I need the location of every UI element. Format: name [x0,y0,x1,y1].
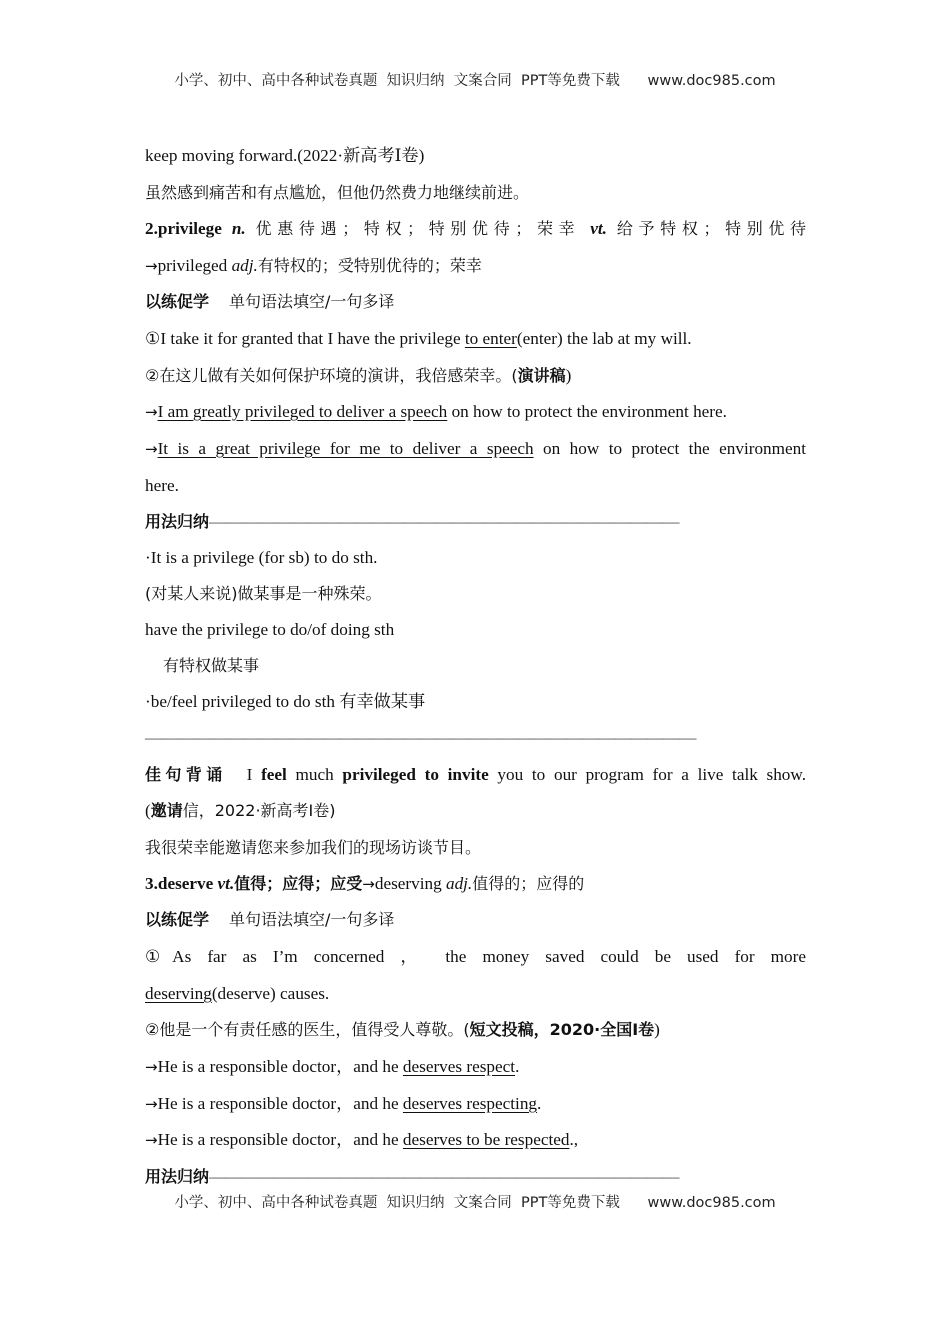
exercise-line [145,328,692,350]
answer-line [145,1056,519,1078]
section-heading [145,291,394,313]
arrow-icon: → [362,875,375,893]
arrow-icon: → [145,257,158,275]
derived-word [145,255,482,277]
answer: to enter [464,329,517,348]
text: ( [145,801,151,820]
text: you to our program for a live talk show. [488,765,806,784]
answer: deserves respecting [402,1094,538,1113]
model-sentence [145,764,806,786]
usage-line: ·It is a privilege (for sb) to do sth. [145,548,378,567]
answer: deserving [145,984,212,1003]
answer-line [145,1093,541,1115]
text: 我很荣幸能邀请您来参加我们的现场访谈节目。 [145,838,482,857]
page-header: 小学、初中、高中各种试卷真题 知识归纳 文案合同 PPT等免费下载 www.doc985.com [174,73,776,89]
text: (enter) the lab at my will. [516,329,692,348]
text: I [246,765,262,784]
answer: deserves to be respected [402,1130,570,1149]
vocab-entry-deserve [145,873,584,895]
source: 短文投稿，2020·全国Ⅰ卷 [469,1020,655,1039]
arrow-icon: → [145,1131,158,1149]
text: ②他是一个有责任感的医生，值得受人尊敬。( [145,1020,470,1039]
exercise-line [145,983,329,1005]
text: He is a responsible doctor，and he [157,1130,403,1149]
source-line [145,800,336,822]
text: on how to protect the environment [533,439,806,458]
entry-number: 2. [145,219,158,238]
section-subtitle: 单句语法填空/一句多译 [229,910,395,929]
exercise-line: ①As far as I’m concerned ， the money saved could be used for more [145,947,806,966]
text: on how to protect the environment here. [447,402,727,421]
text: 有特权做某事 [163,656,260,675]
usage-line [145,583,382,605]
answer: I am greatly privileged to deliver a speech [157,402,448,421]
text: (对某人来说)做某事是一种殊荣。 [145,584,382,603]
divider: ————————————————————————————— [209,512,679,531]
answer: deserves respect [402,1057,516,1076]
headword: privilege [157,219,222,238]
text: privileged [157,256,232,275]
usage-line: ·be/feel privileged to do sth 有幸做某事 [145,692,426,711]
section-title: 用法归纳 [145,1167,210,1186]
source: 邀请 [150,801,183,820]
text: 信，2022·新高考Ⅰ卷) [182,801,336,820]
text: . [537,1094,542,1113]
definition: 优惠待遇；特权；特别优待；荣幸 [255,219,581,238]
section-title: 以练促学 [145,292,210,311]
answer-line [145,401,727,423]
divider: ————————————————————————————— [209,1167,679,1186]
definition: 给予特权；特别优待 [616,219,807,238]
text: ②在这儿做有关如何保护环境的演讲，我倍感荣幸。( [145,366,518,385]
part-of-speech: vt. [217,874,235,893]
source: 演讲稿 [517,366,566,385]
usage-heading [145,511,678,533]
text-line: keep moving forward.(2022·新高考Ⅰ卷) [145,146,425,165]
definition: 有特权的；受特别优待的；荣幸 [257,256,482,275]
text: He is a responsible doctor，and he [157,1094,403,1113]
part-of-speech: vt. [590,219,607,238]
keyword: feel [261,765,287,784]
text: much [286,765,343,784]
entry-number: 3. [145,874,158,893]
exercise-line [145,1019,660,1041]
vocab-entry-privilege [145,218,806,240]
translation-line [145,182,529,204]
exercise-line [145,365,571,387]
section-heading [145,909,394,931]
text-line: here. [145,476,179,495]
text: 虽然感到痛苦和有点尴尬，但他仍然费力地继续前进。 [145,183,530,202]
divider: —————————————————————————————————— [145,728,696,747]
text: ) [565,366,572,385]
usage-heading [145,1166,678,1188]
answer-line [145,1129,578,1151]
headword: deserve [157,874,214,893]
page-footer: 小学、初中、高中各种试卷真题 知识归纳 文案合同 PPT等免费下载 www.doc985.com [174,1195,776,1211]
definition: 值得的；应得的 [472,874,585,893]
usage-line: have the privilege to do/of doing sth [145,620,395,639]
part-of-speech: n. [231,219,246,238]
text: ) [654,1020,660,1039]
translation-line [145,837,481,859]
text: ., [569,1130,579,1149]
section-title: 佳句背诵 [145,765,227,784]
arrow-icon: → [145,1095,158,1113]
text: ①I take it for granted that I have the privilege [145,329,465,348]
text: . [515,1057,520,1076]
section-title: 用法归纳 [145,512,210,531]
answer: It is a great privilege for me to deliver a speech [157,439,534,458]
text: (deserve) causes. [211,984,330,1003]
text: deserving [374,874,446,893]
arrow-icon: → [145,440,158,458]
part-of-speech: adj. [445,874,473,893]
text: He is a responsible doctor，and he [157,1057,403,1076]
keyword: privileged to invite [342,765,489,784]
part-of-speech: adj. [231,256,258,275]
arrow-icon: → [145,403,158,421]
usage-line [163,655,259,677]
section-title: 以练促学 [145,910,210,929]
divider-line [145,727,695,749]
arrow-icon: → [145,1058,158,1076]
section-subtitle: 单句语法填空/一句多译 [229,292,395,311]
answer-line [145,438,806,460]
definition: 值得；应得；应受 [234,874,363,893]
